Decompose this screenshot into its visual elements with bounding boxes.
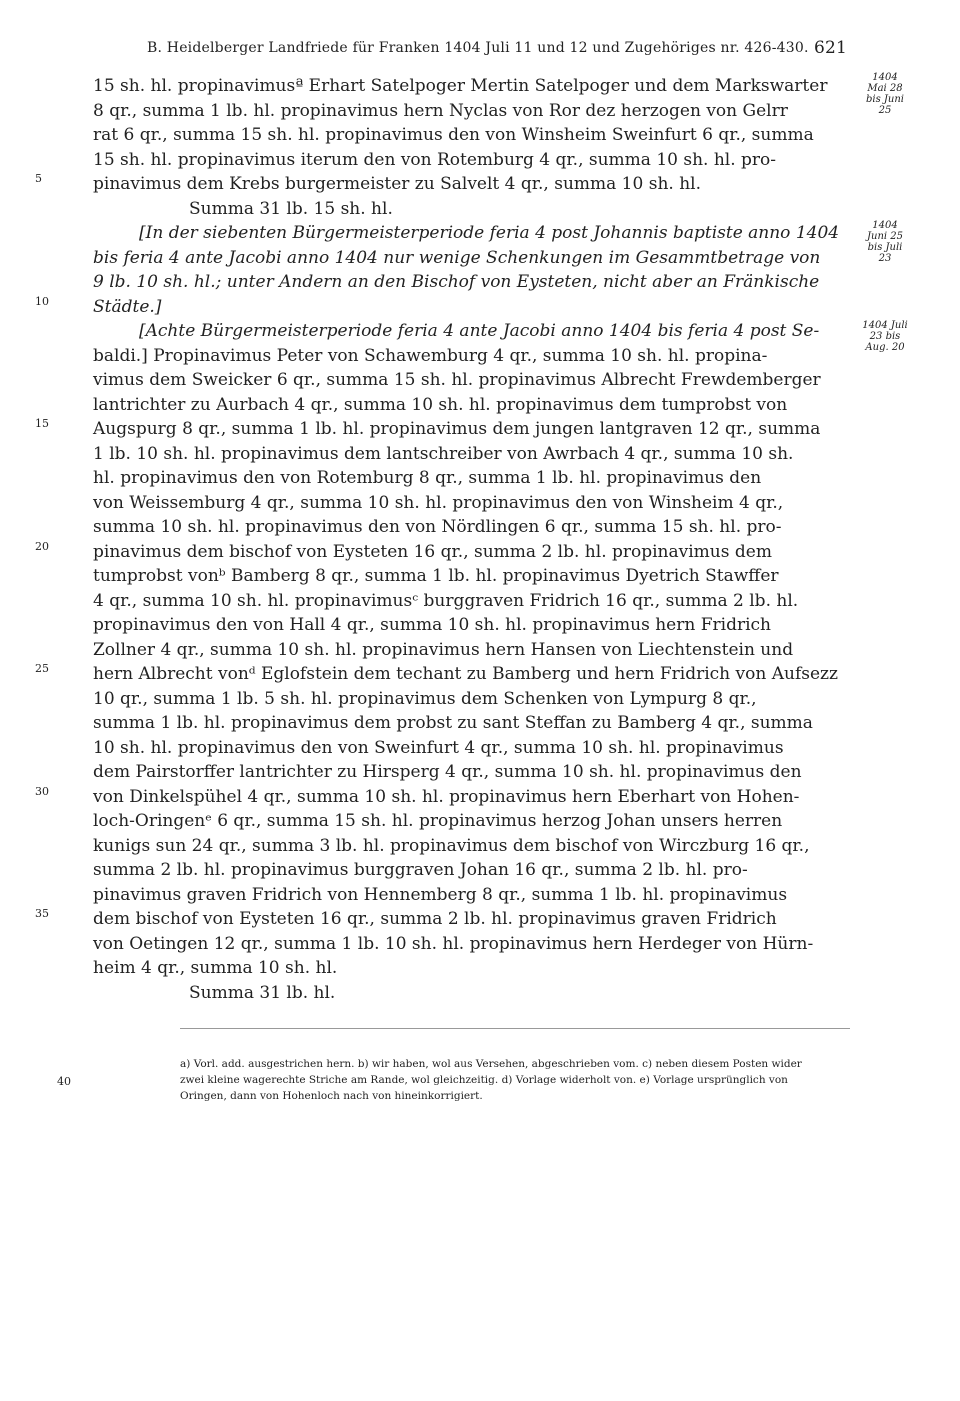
text-line: hl. propinavimus den von Rotemburg 8 qr., summa 1 lb. hl. propinavimus den — [93, 468, 762, 488]
line-number: 20 — [35, 539, 49, 553]
line-number: 40 — [57, 1075, 71, 1088]
line-number: 30 — [35, 784, 49, 798]
line-number: 35 — [35, 907, 49, 920]
editorial-note-line: Städte.] — [93, 296, 162, 317]
main-text — [35, 72, 908, 1005]
text-line: pinavimus dem bischof von Eysteten 16 qr., summa 2 lb. hl. propinavimus dem — [93, 541, 772, 562]
line-number: 10 — [35, 294, 49, 308]
text-line: von Oetingen 12 qr., summa 1 lb. 10 sh. hl. propinavimus hern Herdeger von Hürn- — [93, 933, 814, 954]
summa-line: Summa 31 lb. 15 sh. hl. — [189, 198, 393, 219]
text-line: pinavimus dem Krebs burgermeister zu Salvelt 4 qr., summa 10 sh. hl. — [93, 174, 701, 194]
text-line: baldi.] Propinavimus Peter von Schawemburg 4 qr., summa 10 sh. hl. propina- — [93, 345, 768, 366]
line-number: 5 — [35, 172, 42, 185]
text-line: heim 4 qr., summa 10 sh. hl. — [93, 958, 338, 978]
margin-date-note: 1404 Juni 25 bis Juli 23 — [867, 220, 903, 264]
text-line: summa 10 sh. hl. propinavimus den von Nördlingen 6 qr., summa 15 sh. hl. pro- — [93, 517, 782, 537]
text-line: von Dinkelspühel 4 qr., summa 10 sh. hl. propinavimus hern Eberhart von Hohen- — [93, 786, 800, 807]
margin-date-note: 1404 Mai 28 bis Juni 25 — [866, 72, 904, 116]
text-line: rat 6 qr., summa 15 sh. hl. propinavimus den von Winsheim Sweinfurt 6 qr., summa — [93, 125, 814, 145]
text-line: 4 qr., summa 10 sh. hl. propinavimusᶜ burggraven Fridrich 16 qr., summa 2 lb. hl. — [93, 590, 799, 611]
footnote-line: zwei kleine wagerechte Striche am Rande, wol gleichzeitig. d) Vorlage widerholt von. e) Vorlage ursprünglich von — [180, 1074, 788, 1086]
text-line: Zollner 4 qr., summa 10 sh. hl. propinavimus hern Hansen von Liechtenstein und — [93, 639, 794, 660]
editorial-note-line: 9 lb. 10 sh. hl.; unter Andern an den Bischof von Eysteten, nicht aber an Fränkische — [93, 272, 820, 292]
footnotes — [57, 1056, 850, 1104]
text-line: 1 lb. 10 sh. hl. propinavimus dem lantschreiber von Awrbach 4 qr., summa 10 sh. — [93, 443, 794, 464]
text-line: 8 qr., summa 1 lb. hl. propinavimus hern Nyclas von Ror dez herzogen von Gelrr — [93, 100, 788, 121]
running-head-title: B. Heidelberger Landfriede für Franken 1404 Juli 11 und 12 und Zugehöriges nr. 426-430. — [147, 40, 809, 56]
text-line: 10 qr., summa 1 lb. 5 sh. hl. propinavimus dem Schenken von Lympurg 8 qr., — [93, 688, 757, 709]
text-line: dem Pairstorffer lantrichter zu Hirsperg 4 qr., summa 10 sh. hl. propinavimus den — [93, 762, 802, 782]
line-number: 15 — [35, 417, 49, 430]
footnote-line: a) Vorl. add. ausgestrichen hern. b) wir haben, wol aus Versehen, abgeschrieben vom. c) neben diesem Posten wider — [180, 1058, 802, 1070]
text-line: dem bischof von Eysteten 16 qr., summa 2 lb. hl. propinavimus graven Fridrich — [93, 909, 777, 929]
text-line: vimus dem Sweicker 6 qr., summa 15 sh. hl. propinavimus Albrecht Frewdemberger — [93, 370, 821, 390]
text-line: von Weissemburg 4 qr., summa 10 sh. hl. propinavimus den von Winsheim 4 qr., — [93, 492, 784, 513]
margin-date-note: 1404 Juli 23 bis Aug. 20 — [862, 320, 908, 353]
text-line: propinavimus den von Hall 4 qr., summa 10 sh. hl. propinavimus hern Fridrich — [93, 615, 771, 635]
editorial-note-line: bis feria 4 ante Jacobi anno 1404 nur wenige Schenkungen im Gesammtbetrage von — [93, 247, 821, 268]
running-head — [147, 40, 847, 56]
text-line: 15 sh. hl. propinavimusª Erhart Satelpoger Mertin Satelpoger und dem Markswarter — [93, 76, 828, 96]
text-line: 15 sh. hl. propinavimus iterum den von Rotemburg 4 qr., summa 10 sh. hl. pro- — [93, 149, 777, 170]
page-number: 621 — [813, 38, 847, 58]
text-line: lantrichter zu Aurbach 4 qr., summa 10 sh. hl. propinavimus dem tumprobst von — [93, 394, 788, 415]
footnote-rule — [180, 1028, 850, 1029]
text-line: loch-Oringenᵉ 6 qr., summa 15 sh. hl. propinavimus herzog Johan unsers herren — [93, 811, 783, 831]
text-line: Augspurg 8 qr., summa 1 lb. hl. propinavimus dem jungen lantgraven 12 qr., summa — [93, 419, 821, 439]
footnote-line: Oringen, dann von Hohenloch nach von hineinkorrigiert. — [180, 1090, 483, 1102]
line-number: 25 — [35, 662, 49, 675]
text-line: summa 1 lb. hl. propinavimus dem probst zu sant Steffan zu Bamberg 4 qr., summa — [93, 713, 813, 733]
editorial-note-line: [In der siebenten Bürgermeisterperiode feria 4 post Johannis baptiste anno 1404 — [139, 223, 840, 243]
text-line: hern Albrecht vonᵈ Eglofstein dem techant zu Bamberg und hern Fridrich von Aufsezz — [93, 664, 838, 684]
text-line: kunigs sun 24 qr., summa 3 lb. hl. propinavimus dem bischof von Wirczburg 16 qr., — [93, 835, 810, 856]
text-line: tumprobst vonᵇ Bamberg 8 qr., summa 1 lb. hl. propinavimus Dyetrich Stawffer — [93, 566, 779, 586]
summa-line: Summa 31 lb. hl. — [189, 982, 336, 1003]
text-line: summa 2 lb. hl. propinavimus burggraven Johan 16 qr., summa 2 lb. hl. pro- — [93, 860, 748, 880]
editorial-note-line: [Achte Bürgermeisterperiode feria 4 ante Jacobi anno 1404 bis feria 4 post Se- — [139, 321, 820, 341]
text-line: 10 sh. hl. propinavimus den von Sweinfurt 4 qr., summa 10 sh. hl. propinavimus — [93, 737, 784, 758]
text-line: pinavimus graven Fridrich von Hennemberg 8 qr., summa 1 lb. hl. propinavimus — [93, 884, 788, 905]
